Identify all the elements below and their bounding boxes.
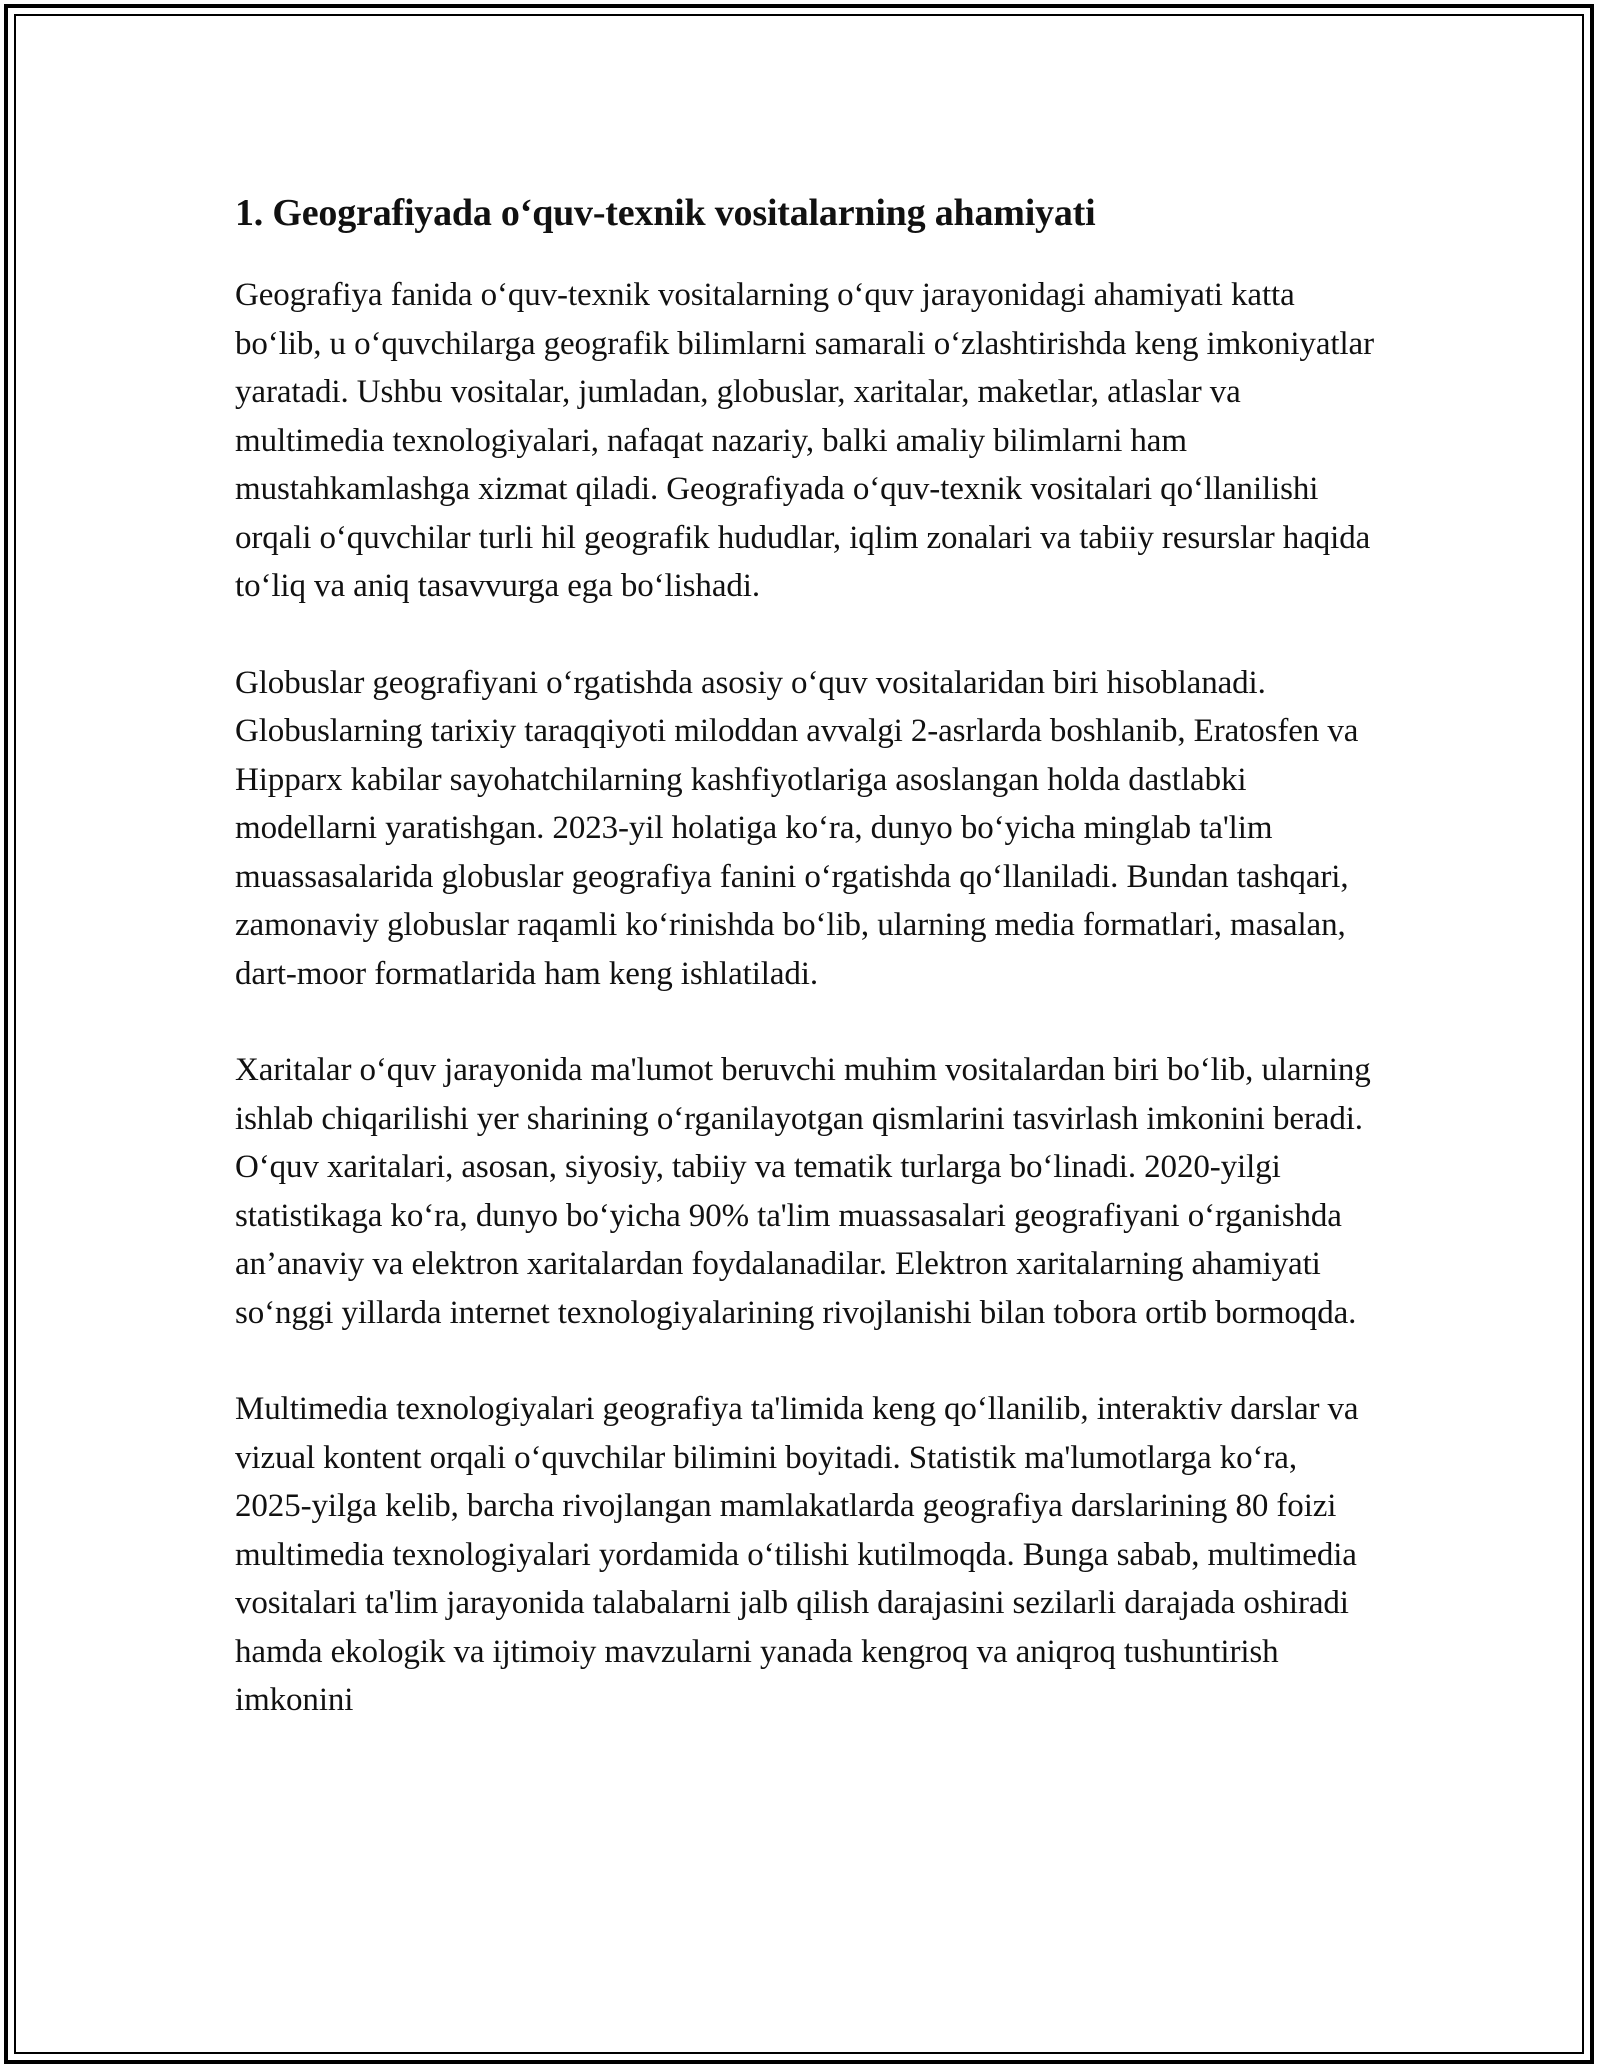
paragraph-multimedia: Multimedia texnologiyalari geografiya ta'limida keng qo‘llanilib, interaktiv darslar va vizual kontent orqali o‘quvchilar bilimini boyitadi. Statistik ma'lumotlarga ko‘ra, 2025-yilga kelib, barcha rivojlangan mamlakatlarda geografiya darslarining 80 foizi multimedia texnologiyalari yordamida o‘tilishi kutilmoqda. Bunga sabab, multimedia vositalari ta'lim jarayonida talabalarni jalb qilish darajasini sezilarli darajada oshiradi hamda ekologik va ijtimoiy mavzularni yanada kengroq va aniqroq tushuntirish imkonini bbox=[235, 1391, 1359, 1718]
paragraph-maps: Xaritalar o‘quv jarayonida ma'lumot beruvchi muhim vositalardan biri bo‘lib, ularning ishlab chiqarilishi yer sharining o‘rganilayotgan qismlarini tasvirlash imkonini beradi. O‘quv xaritalari, asosan, siyosiy, tabiiy va tematik turlarga bo‘linadi. 2020-yilgi statistikaga ko‘ra, dunyo bo‘yicha 90% ta'lim muassasalari geografiyani o‘rganishda an’anaviy va elektron xaritalardan foydalanadilar. Elektron xaritalarning ahamiyati so‘nggi yillarda internet texnologiyalarining rivojlanishi bilan tobora ortib bormoqda. bbox=[235, 1052, 1371, 1331]
section-heading: 1. Geografiyada o‘quv-texnik vositalarning ahamiyati bbox=[235, 192, 1096, 234]
paragraph-globes: Globuslar geografiyani o‘rgatishda asosiy o‘quv vositalaridan biri hisoblanadi. Globuslarning tarixiy taraqqiyoti miloddan avvalgi 2-asrlarda boshlanib, Eratosfen va Hipparx kabilar sayohatchilarning kashfiyotlariga asoslangan holda dastlabki modellarni yaratishgan. 2023-yil holatiga ko‘ra, dunyo bo‘yicha minglab ta'lim muassasalarida globuslar geografiya fanini o‘rgatishda qo‘llaniladi. Bundan tashqari, zamonaviy globuslar raqamli ko‘rinishda bo‘lib, ularning media formatlari, masalan, dart-moor formatlarida ham keng ishlatiladi. bbox=[235, 664, 1359, 992]
document-body bbox=[235, 185, 1375, 1773]
paragraph-intro: Geografiya fanida o‘quv-texnik vositalarning o‘quv jarayonidagi ahamiyati katta bo‘lib, u o‘quvchilarga geografik bilimlarni samarali o‘zlashtirishda keng imkoniyatlar yaratadi. Ushbu vositalar, jumladan, globuslar, xaritalar, maketlar, atlaslar va multimedia texnologiyalari, nafaqat nazariy, balki amaliy bilimlarni ham mustahkamlashga xizmat qiladi. Geografiyada o‘quv-texnik vositalari qo‘llanilishi orqali o‘quvchilar turli hil geografik hududlar, iqlim zonalari va tabiiy resurslar haqida to‘liq va aniq tasavvurga ega bo‘lishadi. bbox=[235, 277, 1374, 604]
